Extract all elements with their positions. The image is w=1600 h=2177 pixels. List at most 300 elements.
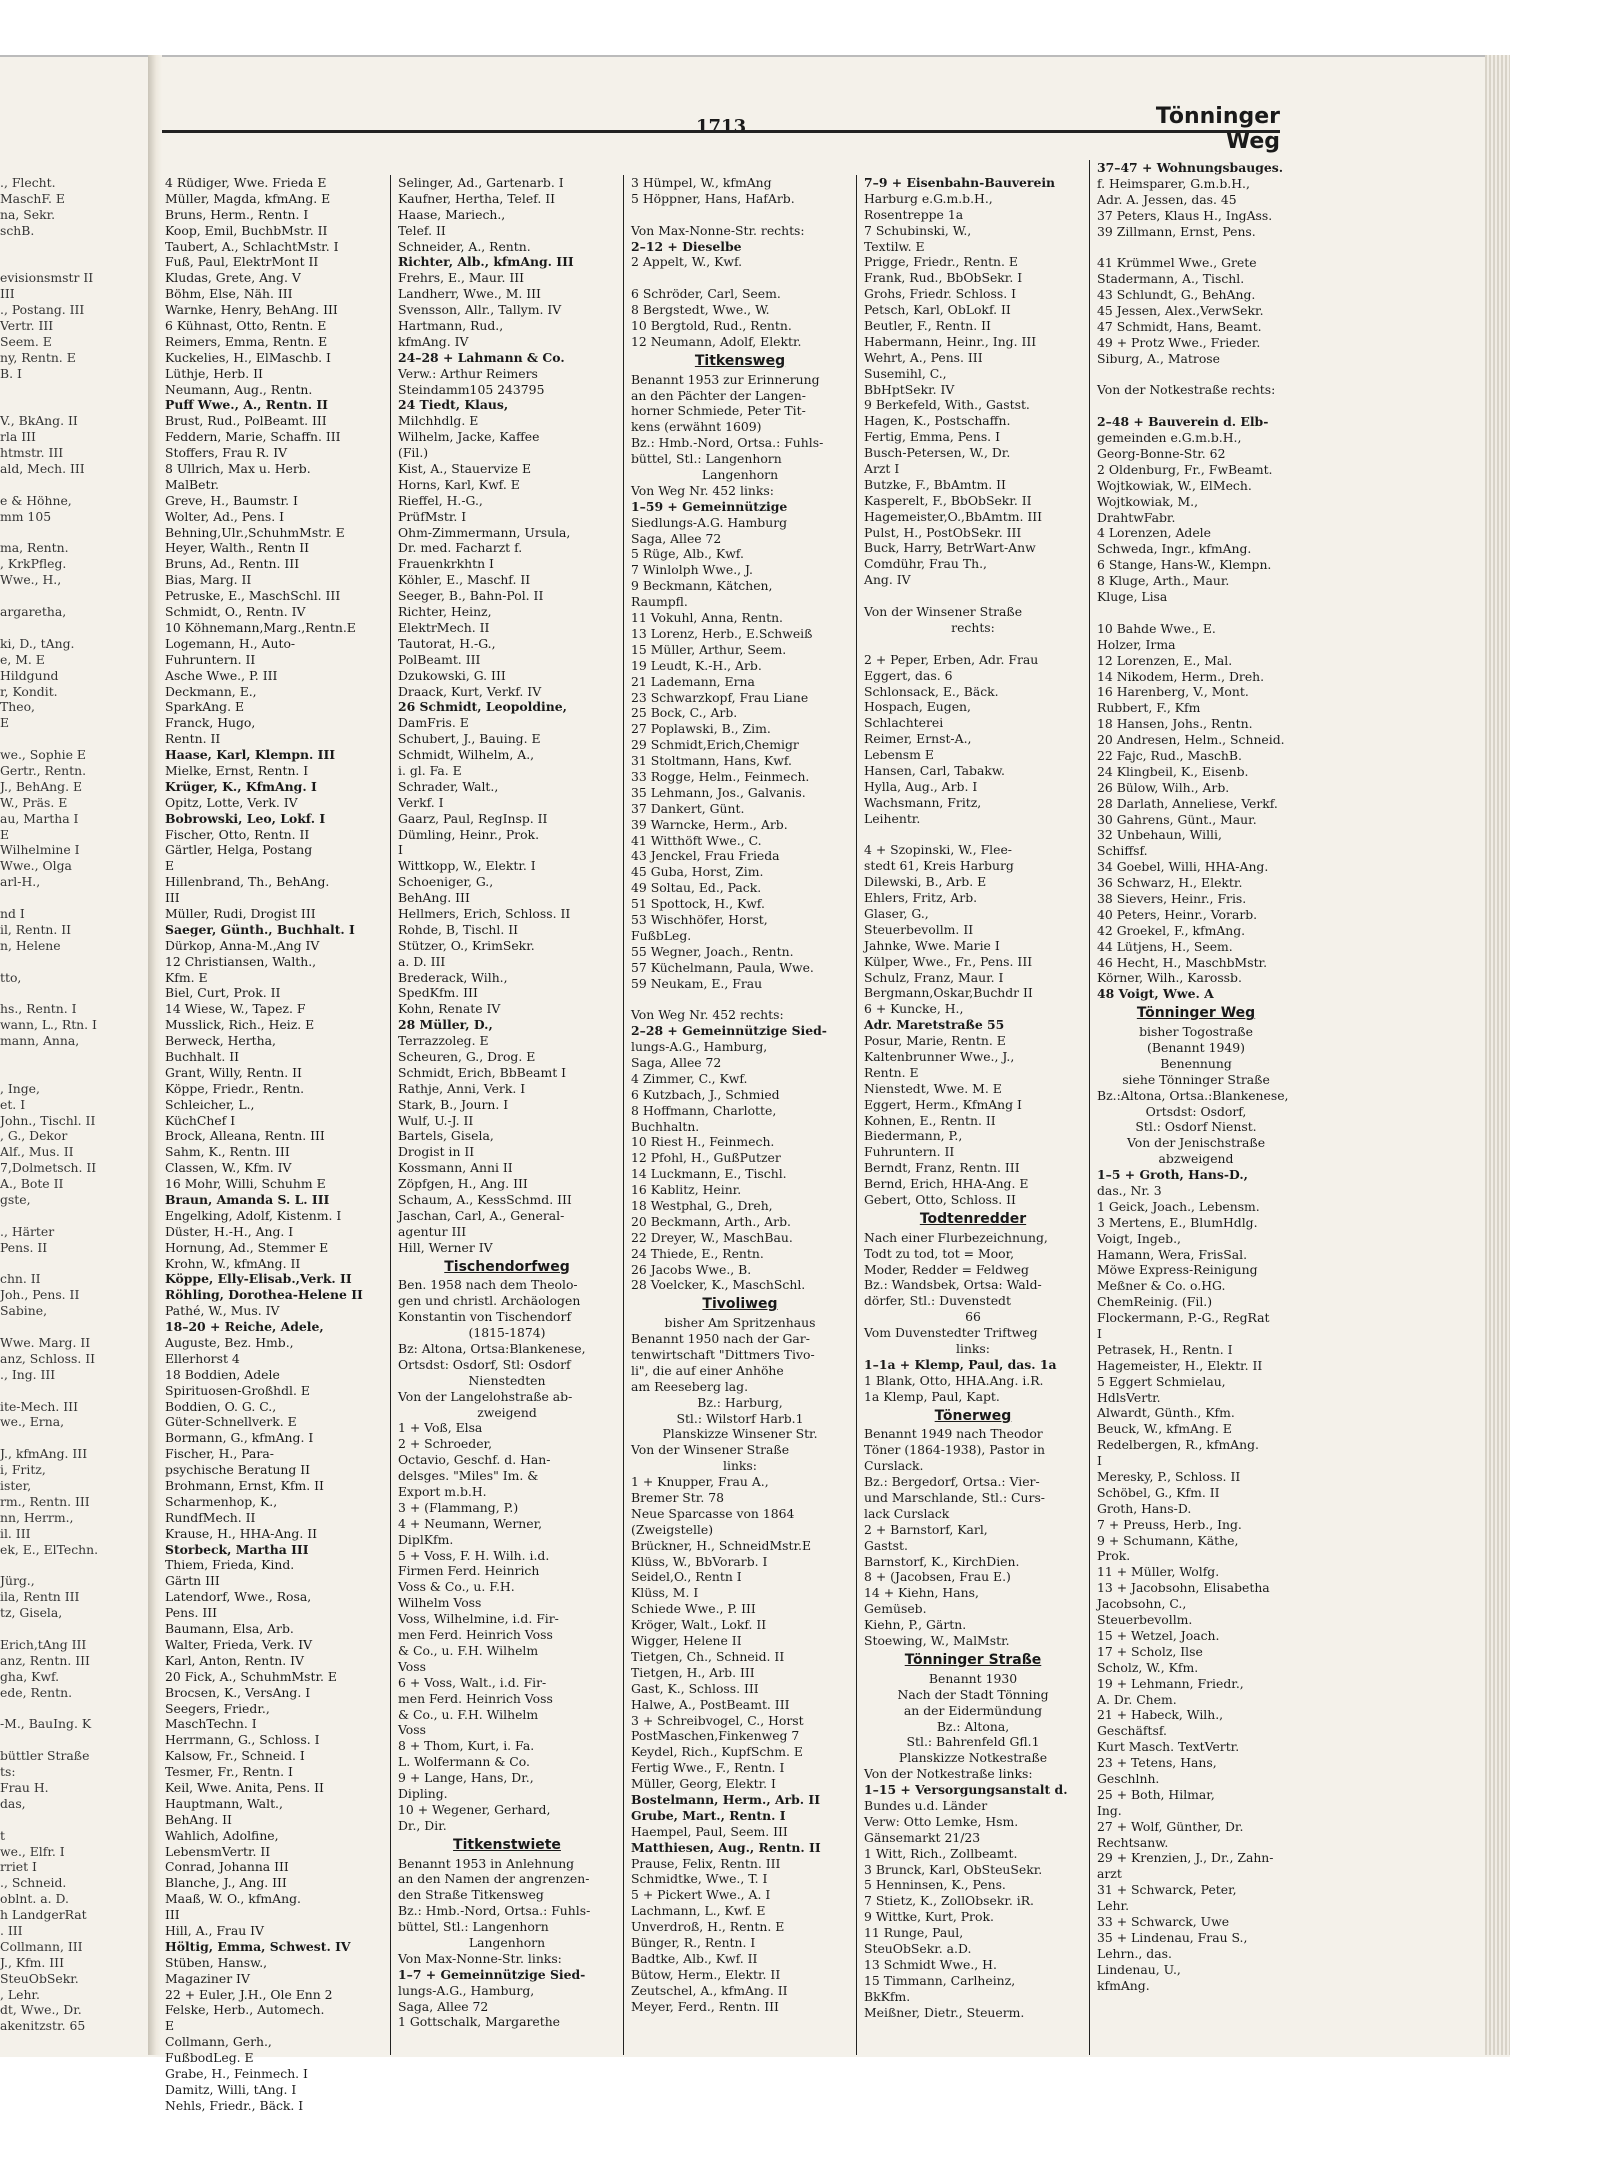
directory-entry: Benannt 1953 in Anlehnung — [398, 1855, 575, 1871]
directory-entry: 7–9 + Eisenbahn-Bauverein — [864, 175, 1056, 190]
directory-entry: 2 Appelt, W., Kwf. — [631, 254, 743, 270]
column-rule — [1089, 160, 1090, 2055]
left-page-line — [0, 1065, 140, 1081]
directory-entry: 9 Beckmann, Kätchen, — [631, 578, 773, 594]
directory-entry: Krohn, W., kfmAng. II — [165, 1255, 301, 1271]
directory-entry: 21 + Habeck, Wilh., — [1097, 1707, 1224, 1723]
directory-entry: Von der Winsener Straße — [631, 1442, 790, 1458]
directory-entry: 11 Vokuhl, Anna, Rentn. — [631, 610, 783, 626]
directory-entry: Schmidtke, Wwe., T. I — [631, 1871, 768, 1887]
left-page-line — [0, 954, 140, 970]
directory-entry: Grabe, H., Feinmech. I — [165, 2065, 308, 2081]
directory-entry: Verw: Otto Lemke, Hsm. — [864, 1813, 1019, 1829]
directory-entry: 28 Voelcker, K., MaschSchl. — [631, 1277, 806, 1293]
left-page-line: Wwe., H., — [0, 572, 62, 588]
directory-entry: Koop, Emil, BuchbMstr. II — [165, 222, 328, 238]
directory-entry: Magaziner IV — [165, 1970, 250, 1986]
directory-entry: 8 + (Jacobsen, Frau E.) — [864, 1569, 1011, 1585]
directory-entry: 1 Witt, Rich., Zollbeamt. — [864, 1845, 1018, 1861]
directory-entry: Buchhaltn. — [631, 1118, 700, 1134]
directory-entry: 47 Schmidt, Hans, Beamt. — [1097, 318, 1262, 334]
directory-entry: Dr. med. Facharzt f. — [398, 540, 523, 556]
directory-entry: Schleicher, L., — [165, 1096, 255, 1112]
directory-entry: Textilw. E — [864, 238, 925, 254]
directory-entry: Schubert, J., Bauing. E — [398, 731, 541, 747]
directory-entry: 19 Leudt, K.-H., Arb. — [631, 657, 762, 673]
left-page-line: A., Bote II — [0, 1176, 64, 1192]
left-page-line: we., Erna, — [0, 1414, 65, 1430]
directory-entry: 6 + Voss, Walt., i.d. Fir- — [398, 1674, 547, 1690]
directory-entry: Verkf. I — [398, 794, 444, 810]
directory-entry: Comdühr, Frau Th., — [864, 556, 987, 572]
directory-entry: Blanche, J., Ang. III — [165, 1875, 287, 1891]
directory-entry: 1–1a + Klemp, Paul, das. 1a — [864, 1356, 1057, 1372]
directory-entry: Stoffers, Frau R. IV — [165, 445, 288, 461]
directory-entry: horner Schmiede, Peter Tit- — [631, 403, 806, 419]
directory-entry: Kludas, Grete, Ang. V — [165, 270, 301, 286]
directory-entry: Schrader, Walt., — [398, 778, 499, 794]
directory-entry: 2–28 + Gemeinnützige Sied- — [631, 1023, 827, 1039]
directory-entry: 51 Spottock, H., Kwf. — [631, 896, 765, 912]
left-page-line: tto, — [0, 969, 22, 985]
street-note: Nienstedten — [468, 1372, 546, 1388]
left-page-line: il, Rentn. II — [0, 921, 72, 937]
directory-entry: Wulf, U.-J. II — [398, 1112, 474, 1128]
directory-entry: Grube, Mart., Rentn. I — [631, 1807, 786, 1823]
directory-entry: Wigger, Helene II — [631, 1633, 742, 1649]
directory-entry: Kaltenbrunner Wwe., J., — [864, 1048, 1015, 1064]
directory-entry: Kaufner, Hertha, Telef. II — [398, 190, 555, 206]
directory-entry: Deckmann, E., — [165, 683, 257, 699]
directory-entry: 5 Rüge, Alb., Kwf. — [631, 546, 744, 562]
directory-entry: Köhler, E., Maschf. II — [398, 572, 531, 588]
directory-entry: Lindenau, U., — [1097, 1961, 1181, 1977]
left-page-line — [0, 254, 140, 270]
column-rule — [856, 175, 857, 2055]
directory-entry: 4 Rüdiger, Wwe. Frieda E — [165, 175, 327, 190]
directory-entry: Geschlnh. — [1097, 1770, 1160, 1786]
directory-entry: Dipling. — [398, 1785, 448, 1801]
directory-entry: 7 Schubinski, W., — [864, 222, 972, 238]
directory-entry: 22 Dreyer, W., MaschBau. — [631, 1229, 793, 1245]
left-page-line: ., Schneid. — [0, 1875, 67, 1891]
directory-entry: 24 Tiedt, Klaus, — [398, 397, 509, 413]
left-page-line: gha, Kwf. — [0, 1668, 60, 1684]
directory-entry: 12 Pfohl, H., GußPutzer — [631, 1150, 781, 1166]
directory-entry — [631, 207, 849, 223]
directory-entry: Kohnen, E., Rentn. II — [864, 1112, 996, 1128]
directory-entry: PolBeamt. III — [398, 651, 481, 667]
directory-entry: Walter, Frieda, Verk. IV — [165, 1636, 313, 1652]
directory-entry: 1–59 + Gemeinnützige — [631, 498, 788, 514]
directory-entry: 2–48 + Bauverein d. Elb- — [1097, 414, 1269, 430]
directory-entry: Schöbel, G., Kfm. II — [1097, 1484, 1220, 1500]
directory-entry: 4 Lorenzen, Adele — [1097, 525, 1211, 541]
directory-entry: Neumann, Aug., Rentn. — [165, 381, 313, 397]
directory-entry: Taubert, A., SchlachtMstr. I — [165, 238, 339, 254]
running-head: Tönninger Weg — [1155, 104, 1280, 154]
directory-entry: Fertig Wwe., F., Rentn. I — [631, 1760, 785, 1776]
left-page-line: hs., Rentn. I — [0, 1001, 77, 1017]
directory-entry: lungs-A.G., Hamburg, — [398, 1982, 535, 1998]
street-note: (1815-1874) — [468, 1325, 546, 1341]
left-page-line: nd I — [0, 905, 25, 921]
directory-entry: Ehlers, Fritz, Arb. — [864, 890, 978, 906]
directory-entry: Hagen, K., Postschaffn. — [864, 413, 1011, 429]
directory-entry: Conrad, Johanna III — [165, 1859, 289, 1875]
directory-entry: 33 + Schwarck, Uwe — [1097, 1913, 1230, 1929]
directory-entry: 4 + Neumann, Werner, — [398, 1515, 543, 1531]
directory-column-5 — [1097, 160, 1295, 2055]
directory-entry: Lehrn., das. — [1097, 1945, 1172, 1961]
left-page-line: e, M. E — [0, 651, 45, 667]
directory-entry: 1 + Knupper, Frau A., — [631, 1474, 769, 1490]
street-note: 66 — [965, 1309, 981, 1325]
directory-entry: Kohn, Renate IV — [398, 1001, 501, 1017]
left-page-line — [0, 1732, 140, 1748]
directory-entry: Benannt 1949 nach Theodor — [864, 1426, 1043, 1442]
directory-entry: 1–7 + Gemeinnützige Sied- — [398, 1966, 586, 1982]
directory-entry: Von Weg Nr. 452 links: — [631, 482, 774, 498]
directory-entry: Nehls, Friedr., Bäck. I — [165, 2097, 304, 2113]
directory-entry: 6 Schröder, Carl, Seem. — [631, 286, 781, 302]
left-page-line: h LandgerRat — [0, 1907, 87, 1923]
directory-entry: PostMaschen,Finkenweg 7 — [631, 1728, 800, 1744]
directory-entry: 20 Andresen, Helm., Schneid. — [1097, 732, 1285, 748]
left-page-line: J., kfmAng. III — [0, 1446, 88, 1462]
directory-entry: 15 Müller, Arthur, Seem. — [631, 641, 787, 657]
directory-entry: 3 Brunck, Karl, ObSteuSekr. — [864, 1861, 1043, 1877]
directory-entry: Haase, Karl, Klempn. III — [165, 747, 336, 763]
directory-entry: Voss, Wilhelmine, i.d. Fir- — [398, 1611, 559, 1627]
directory-entry: 18 Boddien, Adele — [165, 1366, 280, 1382]
left-page-line — [0, 985, 140, 1001]
directory-entry: 7 Stietz, K., ZollObsekr. iR. — [864, 1893, 1034, 1909]
directory-entry: Wilhelm, Jacke, Kaffee — [398, 429, 540, 445]
directory-entry: Dzukowski, G. III — [398, 667, 506, 683]
directory-entry: und Marschlande, Stl.: Curs- — [864, 1490, 1045, 1506]
directory-entry: Latendorf, Wwe., Rosa, — [165, 1589, 312, 1605]
directory-entry: E — [165, 858, 175, 874]
directory-entry: dörfer, Stl.: Duvenstedt — [864, 1293, 1011, 1309]
left-page-line: ., Ing. III — [0, 1366, 56, 1382]
directory-entry: Stüben, Hansw., — [165, 1954, 268, 1970]
directory-entry: Bormann, G., kfmAng. I — [165, 1430, 314, 1446]
directory-entry: 7 + Preuss, Herb., Ing. — [1097, 1516, 1242, 1532]
directory-entry: 24 Thiede, E., Rentn. — [631, 1245, 764, 1261]
directory-entry: Felske, Herb., Automech. — [165, 2002, 325, 2018]
directory-entry: Frehrs, E., Maur. III — [398, 270, 525, 286]
directory-entry: 42 Groekel, F., kfmAng. — [1097, 922, 1246, 938]
directory-entry: f. Heimsparer, G.m.b.H., — [1097, 175, 1250, 191]
directory-entry: Karl, Anton, Rentn. IV — [165, 1652, 304, 1668]
directory-entry: 15 + Wetzel, Joach. — [1097, 1627, 1220, 1643]
street-note: abzweigend — [1158, 1151, 1234, 1167]
directory-entry: Tesmer, Fr., Rentn. I — [165, 1764, 293, 1780]
left-page-line: tz, Gisela, — [0, 1605, 63, 1621]
directory-entry: Busch-Petersen, W., Dr. — [864, 445, 1011, 461]
directory-entry: Gaarz, Paul, RegInsp. II — [398, 810, 548, 826]
directory-entry: Meresky, P., Schloss. II — [1097, 1469, 1241, 1485]
directory-entry: 3 + Schreibvogel, C., Horst — [631, 1712, 804, 1728]
directory-entry: Voss & Co., u. F.H. — [398, 1579, 515, 1595]
left-page-line: ite-Mech. III — [0, 1398, 78, 1414]
left-page-line: , KrkPfleg. — [0, 556, 67, 572]
directory-entry: Düster, H.-H., Ang. I — [165, 1223, 294, 1239]
directory-entry: 28 Darlath, Anneliese, Verkf. — [1097, 795, 1278, 811]
directory-entry: Butzke, F., BbAmtm. II — [864, 476, 1006, 492]
directory-entry: Biel, Curt, Prok. II — [165, 985, 281, 1001]
left-page-line: ek, E., ElTechn. — [0, 1541, 99, 1557]
directory-entry: Pulst, H., PostObSekr. III — [864, 524, 1022, 540]
directory-entry: Schmidt, Wilhelm, A., — [398, 747, 535, 763]
directory-entry: Ing. — [1097, 1802, 1122, 1818]
directory-entry: 16 Kablitz, Heinr. — [631, 1182, 742, 1198]
left-page-line: Frau H. — [0, 1779, 49, 1795]
directory-entry: Haase, Mariech., — [398, 206, 506, 222]
directory-entry: Bruns, Ad., Rentn. III — [165, 556, 300, 572]
left-page-line: Vertr. III — [0, 318, 54, 334]
directory-entry: 30 Gahrens, Günt., Maur. — [1097, 811, 1257, 827]
directory-entry: 14 Wiese, W., Tapez. F — [165, 1001, 306, 1017]
directory-entry: 5 + Pickert Wwe., A. I — [631, 1887, 771, 1903]
directory-entry: Rentn. II — [165, 731, 221, 747]
directory-entry: Tietgen, H., Arb. III — [631, 1664, 755, 1680]
directory-entry: Kurt Masch. TextVertr. — [1097, 1739, 1240, 1755]
left-page-line — [0, 382, 140, 398]
directory-entry: Vom Duvenstedter Triftweg — [864, 1325, 1038, 1341]
directory-entry: 12 Neumann, Adolf, Elektr. — [631, 333, 802, 349]
directory-entry — [864, 636, 1082, 652]
directory-entry: 40 Peters, Heinr., Vorarb. — [1097, 906, 1258, 922]
directory-entry: Badtke, Alb., Kwf. II — [631, 1950, 758, 1966]
directory-entry: Scharmenhop, K., — [165, 1493, 278, 1509]
directory-entry: lack Curslack — [864, 1505, 950, 1521]
directory-entry: 8 Ullrich, Max u. Herb. — [165, 461, 311, 477]
directory-entry: Leihentr. — [864, 810, 921, 826]
directory-entry: Schlonsack, E., Bäck. — [864, 683, 999, 699]
directory-entry: Rechtsanw. — [1097, 1834, 1169, 1850]
directory-entry: Bruns, Herm., Rentn. I — [165, 206, 309, 222]
directory-entry: Musslick, Rich., Heiz. E — [165, 1017, 315, 1033]
directory-entry: Berweck, Hertha, — [165, 1033, 276, 1049]
left-page-line: SteuObSekr. — [0, 1970, 79, 1986]
directory-entry: stedt 61, Kreis Harburg — [864, 858, 1014, 874]
left-page-line: ma, Rentn. — [0, 540, 69, 556]
left-page-line — [0, 890, 140, 906]
directory-entry: das., Nr. 3 — [1097, 1183, 1162, 1198]
directory-column-2 — [398, 175, 616, 2055]
left-page-line: B. I — [0, 365, 22, 381]
street-note: Stl.: Osdorf Nienst. — [1135, 1119, 1257, 1135]
directory-entry: Rubbert, F., Kfm — [1097, 700, 1201, 716]
directory-entry: 6 + Kuncke, H., — [864, 1001, 964, 1017]
street-note: Von der Jenischstraße — [1126, 1135, 1266, 1151]
directory-entry: BehAng. II — [165, 1811, 232, 1827]
directory-entry: Geschäftsf. — [1097, 1723, 1167, 1739]
left-page-line: t — [0, 1827, 5, 1843]
directory-entry: Fischer, H., Para- — [165, 1446, 274, 1462]
directory-entry: Wolter, Ad., Pens. I — [165, 508, 284, 524]
left-page-line: ister, — [0, 1478, 32, 1494]
left-page-line: chn. II — [0, 1271, 41, 1287]
directory-entry: 43 Schlundt, G., BehAng. — [1097, 287, 1256, 303]
left-page-line: rla III — [0, 429, 36, 445]
directory-entry: Von der Langelohstraße ab- — [398, 1388, 573, 1404]
directory-entry: Scheuren, G., Drog. E — [398, 1048, 536, 1064]
left-page-line: akenitzstr. 65 — [0, 2018, 86, 2034]
street-heading: Tönninger Weg — [1136, 1005, 1256, 1022]
directory-entry: Collmann, Gerh., — [165, 2034, 272, 2050]
directory-entry: Petsch, Karl, ObLokf. II — [864, 302, 1011, 318]
left-page-line: et. I — [0, 1096, 26, 1112]
left-page-line: Jürg., — [0, 1573, 35, 1589]
directory-entry: Lehr. — [1097, 1898, 1130, 1914]
directory-entry: Schulz, Franz, Maur. I — [864, 969, 1004, 985]
directory-entry: Jahnke, Wwe. Marie I — [864, 937, 1000, 953]
directory-entry: SpedKfm. III — [398, 985, 478, 1001]
directory-entry: Landherr, Wwe., M. III — [398, 286, 541, 302]
street-note: Langenhorn — [701, 467, 779, 483]
directory-entry: 9 + Schumann, Käthe, — [1097, 1532, 1239, 1548]
left-page-line: Wilhelmine I — [0, 842, 80, 858]
directory-entry: Behning,Ulr.,SchuhmMstr. E — [165, 524, 345, 540]
directory-entry: Barnstorf, K., KirchDien. — [864, 1553, 1020, 1569]
directory-entry — [1097, 239, 1295, 255]
directory-entry: 37 Peters, Klaus H., IngAss. — [1097, 207, 1273, 223]
left-page-line: . III — [0, 1922, 23, 1938]
directory-entry: Adr. A. Jessen, das. 45 — [1097, 191, 1237, 207]
directory-entry: 45 Jessen, Alex.,VerwSekr. — [1097, 303, 1264, 319]
directory-entry: Unverdroß, H., Rentn. E — [631, 1919, 785, 1935]
directory-entry: 10 Bahde Wwe., E. — [1097, 620, 1216, 636]
left-page-line: argaretha, — [0, 604, 67, 620]
directory-entry: Siburg, A., Matrose — [1097, 350, 1220, 366]
directory-entry: Röhling, Dorothea-Helene II — [165, 1287, 363, 1303]
directory-entry: Bz.: Wandsbek, Ortsa: Wald- — [864, 1277, 1042, 1293]
directory-entry: Alwardt, Günth., Kfm. — [1097, 1405, 1235, 1421]
directory-entry: Wachsmann, Fritz, — [864, 794, 982, 810]
left-page-line — [0, 525, 140, 541]
directory-entry: 24–28 + Lahmann & Co. — [398, 349, 565, 365]
directory-entry — [631, 270, 849, 286]
directory-entry: III — [165, 1907, 180, 1923]
directory-entry: Bz.: Bergedorf, Ortsa.: Vier- — [864, 1474, 1040, 1490]
directory-entry: 11 Runge, Paul, — [864, 1925, 964, 1941]
left-page-line: -M., BauIng. K — [0, 1716, 92, 1732]
directory-entry: 41 Krümmel Wwe., Grete — [1097, 255, 1257, 271]
directory-entry: Ellerhorst 4 — [165, 1350, 240, 1366]
directory-entry: den Straße Titkensweg — [398, 1887, 544, 1903]
left-page-line: dt, Wwe., Dr. — [0, 2002, 82, 2018]
directory-entry: 32 Unbehaun, Willi, — [1097, 827, 1222, 843]
directory-entry: (Fil.) — [398, 445, 429, 461]
directory-entry: Storbeck, Martha III — [165, 1541, 309, 1557]
directory-entry: 28 Müller, D., — [398, 1017, 493, 1033]
directory-entry: 39 Warncke, Herm., Arb. — [631, 816, 788, 832]
directory-entry: Schiede Wwe., P. III — [631, 1601, 756, 1617]
directory-entry: Ohm-Zimmermann, Ursula, — [398, 524, 571, 540]
directory-entry: Franck, Hugo, — [165, 715, 256, 731]
directory-entry: I — [1097, 1326, 1102, 1342]
left-page-line — [0, 1430, 140, 1446]
directory-entry: Bütow, Herm., Elektr. II — [631, 1966, 781, 1982]
directory-entry: Prigge, Friedr., Rentn. E — [864, 254, 1018, 270]
directory-entry: 18 Hansen, Johs., Rentn. — [1097, 716, 1253, 732]
directory-entry: 4 Zimmer, C., Kwf. — [631, 1070, 748, 1086]
directory-entry: 2 + Schroeder, — [398, 1436, 493, 1452]
directory-entry: Beuck, W., kfmAng. E — [1097, 1421, 1232, 1437]
directory-entry: Berndt, Franz, Rentn. III — [864, 1160, 1020, 1176]
directory-entry: 10 Köhnemann,Marg.,Rentn.E — [165, 619, 356, 635]
directory-entry: Schneider, A., Rentn. — [398, 238, 531, 254]
directory-entry: 31 + Schwarck, Peter, — [1097, 1882, 1237, 1898]
directory-entry: Hornung, Ad., Stemmer E — [165, 1239, 329, 1255]
directory-entry: 22 Fajc, Rud., MaschB. — [1097, 747, 1242, 763]
left-page-line — [0, 477, 140, 493]
left-page-line — [0, 1049, 140, 1065]
directory-entry: DamFris. E — [398, 715, 469, 731]
directory-entry: 4 + Szopinski, W., Flee- — [864, 842, 1012, 858]
directory-entry: tenwirtschaft "Dittmers Tivo- — [631, 1347, 815, 1363]
directory-entry: Von Max-Nonne-Str. rechts: — [631, 222, 805, 238]
directory-entry: 3 Mertens, E., BlumHdlg. — [1097, 1214, 1258, 1230]
directory-entry: Frauenkrkhtn I — [398, 556, 494, 572]
directory-entry — [631, 991, 849, 1007]
directory-entry: FußbodLeg. E — [165, 2050, 254, 2066]
directory-entry: Georg-Bonne-Str. 62 — [1097, 446, 1226, 462]
street-note: Ortsdst: Osdorf, — [1145, 1103, 1247, 1119]
directory-entry: Feddern, Marie, Schaffn. III — [165, 429, 341, 445]
directory-entry: Benannt 1950 nach der Gar- — [631, 1331, 810, 1347]
directory-entry: 12 Christiansen, Walth., — [165, 953, 317, 969]
directory-entry: Petrasek, H., Rentn. I — [1097, 1341, 1233, 1357]
left-page-line: E — [0, 826, 10, 842]
street-note: (Benannt 1949) — [1147, 1039, 1245, 1055]
directory-entry: Dürkop, Anna-M.,Ang IV — [165, 937, 320, 953]
directory-entry: Sahm, K., Rentn. III — [165, 1144, 290, 1160]
directory-entry: Buchhalt. II — [165, 1048, 239, 1064]
directory-entry: Stadermann, A., Tischl. — [1097, 271, 1245, 287]
directory-entry: a. D. III — [398, 953, 446, 969]
left-page-line: e & Höhne, — [0, 492, 72, 508]
directory-entry: Schoeniger, G., — [398, 874, 494, 890]
directory-entry: Bergmann,Oskar,Buchdr II — [864, 985, 1033, 1001]
left-page-line: Alf., Mus. II — [0, 1144, 74, 1160]
directory-entry: Susemihl, C., — [864, 365, 947, 381]
directory-entry: gen und christl. Archäologen — [398, 1293, 581, 1309]
directory-entry: Bobrowski, Leo, Lokf. I — [165, 810, 326, 826]
directory-entry: Mielke, Ernst, Rentn. I — [165, 762, 309, 778]
directory-entry: Buck, Harry, BetrWart-Anw — [864, 540, 1036, 556]
directory-entry: Baumann, Elsa, Arb. — [165, 1621, 294, 1637]
directory-entry: 41 Witthöft Wwe., C. — [631, 832, 762, 848]
directory-entry: Milchhdlg. E — [398, 413, 479, 429]
page-edges — [1485, 55, 1510, 2055]
directory-entry: delsges. "Miles" Im. & — [398, 1468, 539, 1484]
left-page-line: Sabine, — [0, 1303, 48, 1319]
left-page-line: John., Tischl. II — [0, 1112, 96, 1128]
directory-entry: Jaschan, Carl, A., General- — [398, 1207, 565, 1223]
directory-entry: Flockermann, P.-G., RegRat — [1097, 1310, 1270, 1326]
directory-entry: Keydel, Rich., KupfSchm. E — [631, 1744, 803, 1760]
directory-entry: Nach einer Flurbezeichnung, — [864, 1229, 1048, 1245]
directory-entry: Hill, Werner IV — [398, 1239, 493, 1255]
directory-entry: kfmAng. IV — [398, 333, 469, 349]
directory-entry: Rohde, B, Tischl. II — [398, 921, 519, 937]
left-page-line — [0, 1557, 140, 1573]
directory-entry: Wittkopp, W., Elektr. I — [398, 858, 536, 874]
